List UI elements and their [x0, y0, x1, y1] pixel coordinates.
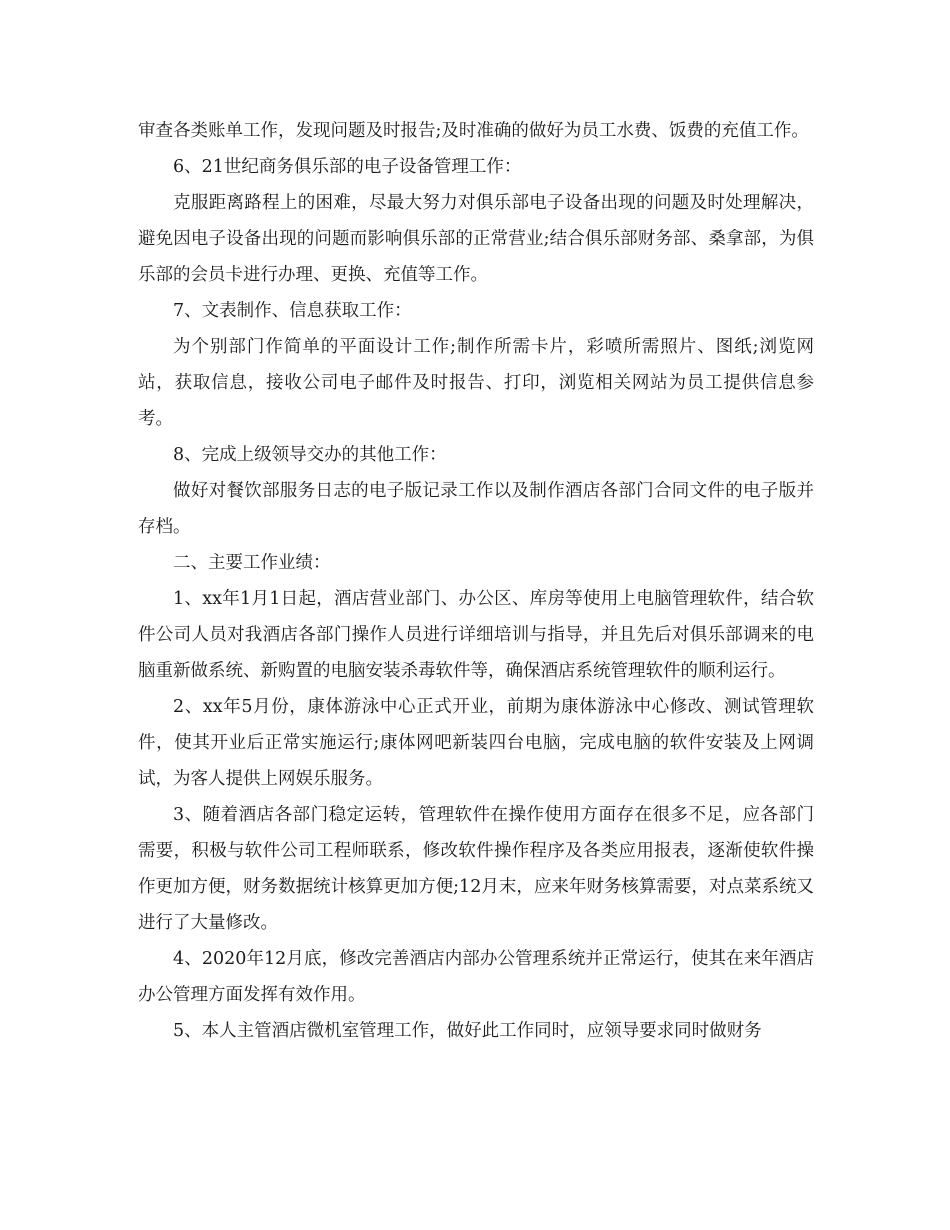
section-heading: 二、主要工作业绩： [173, 553, 331, 573]
document-body [138, 113, 814, 1049]
paragraph: 审查各类账单工作，发现问题及时报告;及时准确的做好为员工水费、饭费的充值工作。 [138, 121, 809, 141]
paragraph: 6、21世纪商务俱乐部的电子设备管理工作： [173, 157, 522, 177]
paragraph: 2、xx年5月份，康体游泳中心正式开业，前期为康体游泳中心修改、测试管理软件，使其开业后正常实施运行;康体网吧新装四台电脑，完成电脑的软件安装及上网调试，为客人提供上网娱乐服务。 [138, 697, 814, 789]
paragraph: 3、随着酒店各部门稳定运转，管理软件在操作使用方面存在很多不足，应各部门需要，积极与软件公司工程师联系，修改软件操作程序及各类应用报表，逐渐使软件操作更加方便，财务数据统计核算更加方便;12月末，应来年财务核算需要，对点菜系统又进行了大量修改。 [138, 805, 814, 933]
paragraph: 5、本人主管酒店微机室管理工作，做好此工作同时，应领导要求同时做财务 [173, 1021, 762, 1041]
paragraph: 7、文表制作、信息获取工作： [173, 301, 412, 321]
paragraph: 为个别部门作简单的平面设计工作;制作所需卡片，彩喷所需照片、图纸;浏览网站，获取信息，接收公司电子邮件及时报告、打印，浏览相关网站为员工提供信息参考。 [138, 337, 814, 429]
paragraph: 4、2020年12月底，修改完善酒店内部办公管理系统并正常运行，使其在来年酒店办公管理方面发挥有效作用。 [138, 949, 814, 1005]
paragraph: 克服距离路程上的困难，尽最大努力对俱乐部电子设备出现的问题及时处理解决，避免因电子设备出现的问题而影响俱乐部的正常营业;结合俱乐部财务部、桑拿部，为俱乐部的会员卡进行办理、更换、充值等工作。 [138, 193, 814, 285]
paragraph: 1、xx年1月1日起，酒店营业部门、办公区、库房等使用上电脑管理软件，结合软件公司人员对我酒店各部门操作人员进行详细培训与指导，并且先后对俱乐部调来的电脑重新做系统、新购置的电脑安装杀毒软件等，确保酒店系统管理软件的顺利运行。 [138, 589, 814, 681]
paragraph: 做好对餐饮部服务日志的电子版记录工作以及制作酒店各部门合同文件的电子版并存档。 [138, 481, 814, 537]
paragraph: 8、完成上级领导交办的其他工作： [173, 445, 447, 465]
